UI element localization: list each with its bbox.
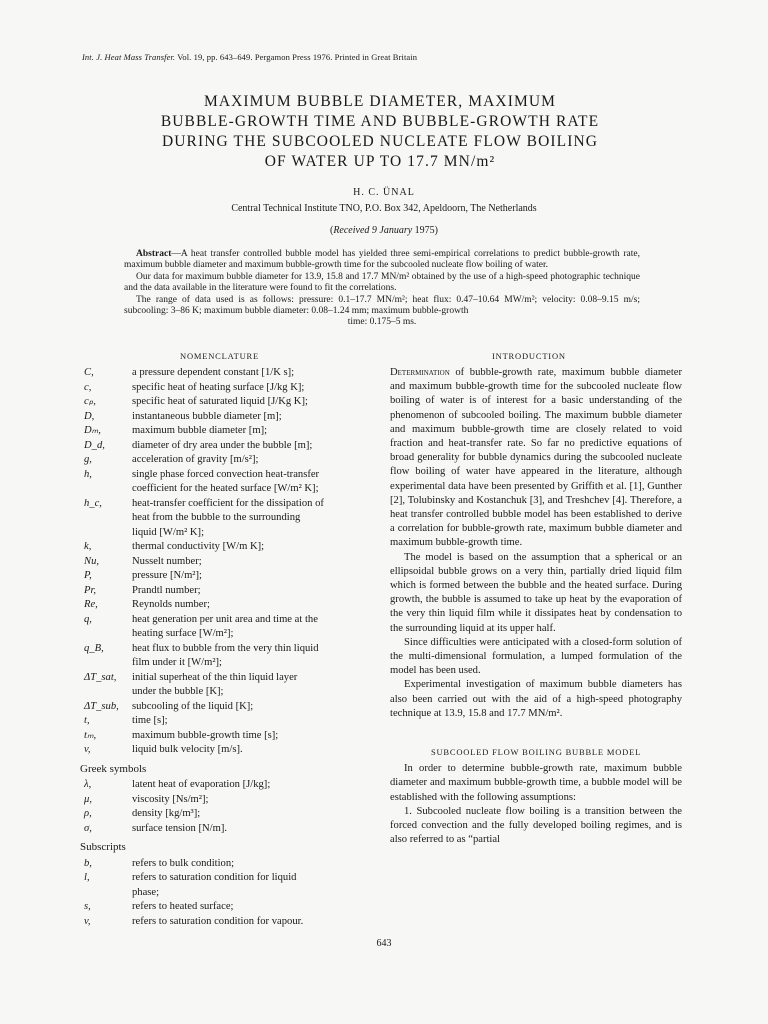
- definition: [132, 700, 384, 715]
- definition: [132, 598, 384, 613]
- nomenclature-row: [84, 700, 384, 715]
- greek-symbols-heading: Greek symbols: [80, 762, 147, 775]
- symbol: ΔT_sub,: [84, 700, 119, 712]
- nomenclature-row: [84, 468, 384, 497]
- right-column: [390, 366, 682, 848]
- symbol: tₘ,: [84, 729, 97, 741]
- abstract: [124, 249, 640, 329]
- definition-continuation: heating surface [W/m²];: [132, 628, 234, 639]
- title-line-2: BUBBLE-GROWTH TIME AND BUBBLE-GROWTH RATE: [160, 113, 600, 130]
- definition-text: thermal conductivity [W/m K];: [132, 541, 265, 552]
- nomenclature-row: [84, 439, 384, 454]
- title-line-3: DURING THE SUBCOOLED NUCLEATE FLOW BOILING: [161, 133, 599, 150]
- definition-continuation: liquid [W/m² K];: [132, 526, 205, 538]
- definition-continuation: phase;: [132, 886, 160, 898]
- symbol: σ,: [84, 822, 92, 834]
- definition-text: instantaneous bubble diameter [m];: [132, 410, 282, 422]
- definition: [132, 807, 384, 822]
- nomenclature-row: [84, 714, 384, 729]
- definition: [132, 569, 384, 584]
- symbol: P,: [84, 570, 92, 581]
- definition-continuation: film under it [W/m²];: [132, 657, 222, 668]
- nomenclature-row: [84, 584, 384, 599]
- symbol: Pr,: [84, 584, 97, 596]
- definition-text: single phase forced convection heat-transfer: [132, 468, 320, 480]
- nomenclature-row: [84, 900, 384, 915]
- symbol: ρ,: [84, 808, 92, 819]
- symbol: λ,: [84, 779, 92, 790]
- nomenclature-list: [80, 366, 384, 929]
- symbol: C,: [84, 367, 94, 378]
- received-text: Received 9 January: [333, 225, 413, 236]
- symbol: t,: [84, 715, 90, 726]
- nomenclature-row: [84, 857, 384, 872]
- definition: [132, 642, 384, 671]
- definition: [132, 822, 384, 837]
- definition: [132, 743, 384, 758]
- definition-text: time [s];: [132, 715, 168, 726]
- definition-continuation: coefficient for the heated surface [W/m² K];: [132, 483, 319, 494]
- definition-continuation: under the bubble [K];: [132, 686, 224, 697]
- symbol: v,: [84, 915, 91, 927]
- model-p1: In order to determine bubble-growth rate, maximum bubble diameter and maximum bubble-growth time, a bubble model will be established with the following assumptions:: [390, 763, 682, 803]
- title-line-4: OF WATER UP TO 17.7 MN/m²: [264, 153, 496, 170]
- nomenclature-row: [84, 395, 384, 410]
- definition: [132, 395, 384, 410]
- definition-text: liquid bulk velocity [m/s].: [132, 744, 243, 755]
- definition-text: heat generation per unit area and time at the: [132, 613, 318, 625]
- received-year: 1975): [412, 225, 439, 236]
- definition: [132, 900, 384, 915]
- definition: [132, 468, 384, 497]
- definition-text: Nusselt number;: [132, 555, 202, 567]
- symbol: s,: [84, 901, 91, 912]
- author-name: H. C. ÜNAL: [353, 187, 415, 198]
- symbol: v,: [84, 744, 91, 755]
- nomenclature-row: [84, 453, 384, 468]
- author-affiliation: Central Technical Institute TNO, P.O. Box 342, Apeldoorn, The Netherlands: [231, 203, 537, 214]
- definition: [132, 424, 384, 439]
- intro-lead: Determination: [390, 367, 450, 378]
- definition: [132, 584, 384, 599]
- definition: [132, 439, 384, 454]
- abstract-p2: Our data for maximum bubble diameter for 13.9, 15.8 and 17.7 MN/m² obtained by the use of a high-speed photographic technique and the data available in the literature were found to fit the correlations.: [124, 271, 640, 294]
- definition: [132, 671, 384, 700]
- symbol: Re,: [84, 599, 98, 610]
- definition-text: maximum bubble diameter [m];: [132, 425, 268, 436]
- abstract-p1-text: —A heat transfer controlled bubble model has yielded three semi-empirical correlations to predict bubble-growth rate, maximum bubble diameter and maximum bubble-growth time for the subcooled nucleate flow boiling of water.: [124, 249, 640, 271]
- journal-citation: [82, 52, 417, 62]
- definition: [132, 729, 384, 744]
- nomenclature-row: [84, 555, 384, 570]
- definition-text: acceleration of gravity [m/s²];: [132, 454, 259, 465]
- intro-p2: The model is based on the assumption that a spherical or an ellipsoidal bubble grows on a very thin, partially dried liquid film which is formed between the bubble and the heated surface. During growth, the bubble is assumed to take up heat by the evaporation of the very thin liquid film while it dissipates heat by condensation to the surrounding liquid at its upper half.: [390, 551, 682, 634]
- symbol: k,: [84, 541, 92, 552]
- subscripts-heading: Subscripts: [80, 841, 126, 853]
- definition: [132, 366, 384, 381]
- nomenclature-row: [84, 778, 384, 793]
- definition-text: maximum bubble-growth time [s];: [132, 729, 279, 741]
- nomenclature-row: [84, 793, 384, 808]
- definition-text: subcooling of the liquid [K];: [132, 700, 254, 712]
- definition-text: refers to bulk condition;: [132, 857, 235, 869]
- nomenclature-row: [84, 642, 384, 671]
- symbol: b,: [84, 857, 92, 869]
- intro-p1: [390, 366, 682, 551]
- definition: [132, 540, 384, 555]
- title-line-1: MAXIMUM BUBBLE DIAMETER, MAXIMUM: [203, 93, 557, 110]
- symbol: ΔT_sat,: [84, 671, 117, 683]
- definition: [132, 555, 384, 570]
- symbol: h,: [84, 468, 92, 480]
- symbol: l,: [84, 872, 90, 883]
- nomenclature-row: [84, 807, 384, 822]
- definition-text: pressure [N/m²];: [132, 570, 202, 581]
- symbol: g,: [84, 454, 92, 465]
- definition: [132, 613, 384, 642]
- nomenclature-row: [84, 381, 384, 396]
- definition: [132, 497, 384, 541]
- symbol: Dₘ,: [84, 425, 101, 436]
- definition: [132, 857, 384, 872]
- symbol: c,: [84, 381, 92, 393]
- definition-text: specific heat of saturated liquid [J/Kg K];: [132, 396, 308, 407]
- journal-name: Int. J. Heat Mass Transfer.: [82, 52, 176, 62]
- intro-p4: Experimental investigation of maximum bubble diameters has also been carried out with the aid of a high-speed photography technique at 13.9, 15.8 and 17.7 MN/m².: [390, 679, 682, 719]
- nomenclature-row: [84, 497, 384, 541]
- nomenclature-row: [84, 671, 384, 700]
- symbol: q,: [84, 613, 92, 625]
- definition-text: Reynolds number;: [132, 599, 210, 610]
- nomenclature-row: [84, 729, 384, 744]
- model-p2: 1. Subcooled nucleate flow boiling is a transition between the forced convection and the fully developed boiling regimes, and is also referred to as “partial: [390, 805, 682, 846]
- nomenclature-row: [84, 822, 384, 837]
- nomenclature-row: [84, 424, 384, 439]
- abstract-label: Abstract: [136, 249, 172, 259]
- definition-text: viscosity [Ns/m²];: [132, 793, 209, 805]
- definition: [132, 915, 384, 930]
- introduction-heading: INTRODUCTION: [492, 351, 566, 361]
- definition: [132, 778, 384, 793]
- definition-text: refers to saturation condition for liquid: [132, 872, 297, 883]
- definition: [132, 871, 384, 900]
- definition-text: heat flux to bubble from the very thin liquid: [132, 642, 319, 654]
- abstract-p3: The range of data used is as follows: pressure: 0.1–17.7 MN/m²; heat flux: 0.47–10.64 MW/m²; velocity: 0.08–9.15 m/s; subcooling: 3–86 K; maximum bubble diameter: 0.08–1.24 mm; maximum bubble-growth: [124, 294, 640, 317]
- received-date: [0, 225, 768, 236]
- nomenclature-row: [84, 598, 384, 613]
- nomenclature-row: [84, 410, 384, 425]
- definition-continuation: heat from the bubble to the surrounding: [132, 512, 301, 523]
- definition-text: latent heat of evaporation [J/kg];: [132, 779, 271, 790]
- definition-text: refers to heated surface;: [132, 901, 234, 912]
- definition: [132, 793, 384, 808]
- nomenclature-row: [84, 915, 384, 930]
- abstract-p3-last: time: 0.175–5 ms.: [347, 317, 417, 328]
- definition: [132, 381, 384, 396]
- page-number: 643: [376, 938, 392, 949]
- definition-text: specific heat of heating surface [J/kg K];: [132, 381, 305, 393]
- definition-text: heat-transfer coefficient for the dissipation of: [132, 497, 324, 509]
- symbol: h_c,: [84, 497, 102, 509]
- nomenclature-row: [84, 871, 384, 900]
- nomenclature-row: [84, 613, 384, 642]
- nomenclature-row: [84, 743, 384, 758]
- nomenclature-row: [84, 366, 384, 381]
- definition-text: initial superheat of the thin liquid layer: [132, 671, 298, 683]
- nomenclature-row: [84, 569, 384, 584]
- paper-title: [100, 92, 660, 172]
- symbol: μ,: [84, 793, 92, 805]
- nomenclature-row: [84, 540, 384, 555]
- model-section-heading: SUBCOOLED FLOW BOILING BUBBLE MODEL: [430, 747, 642, 758]
- symbol: Nu,: [84, 555, 100, 567]
- definition-text: surface tension [N/m].: [132, 822, 228, 834]
- definition-text: refers to saturation condition for vapour.: [132, 915, 304, 927]
- journal-volume-info: Vol. 19, pp. 643–649. Pergamon Press 1976. Printed in Great Britain: [177, 52, 418, 62]
- symbol: cₚ,: [84, 396, 96, 407]
- definition: [132, 410, 384, 425]
- definition: [132, 714, 384, 729]
- symbol: q_B,: [84, 642, 104, 654]
- received-open: (: [329, 225, 334, 236]
- definition: [132, 453, 384, 468]
- definition-text: diameter of dry area under the bubble [m];: [132, 439, 313, 451]
- intro-p3: Since difficulties were anticipated with a closed-form solution of the multi-dimensional formulation, a lumped formulation of the model has been used.: [390, 636, 682, 677]
- symbol: D_d,: [84, 439, 105, 451]
- nomenclature-heading: NOMENCLATURE: [180, 351, 260, 361]
- abstract-p1: [124, 249, 640, 272]
- definition-text: density [kg/m³];: [132, 808, 201, 819]
- symbol: D,: [84, 410, 95, 422]
- intro-p1-text: of bubble-growth rate, maximum bubble diameter and maximum bubble-growth time for the subcooled nucleate flow boiling of water is of interest for a basic understanding of the phenomenon of subcooled boiling. The maximum bubble diameter and maximum bubble-growth time are closely related to void fraction and heat-transfer rate. So far no predictive equations of broad generality for bubble dynamics during the subcooled nucleate flow boiling of water have appeared in the literature, although experimental data have been presented by Griffith et al. [1], Gunther [2], Tolubinsky and Kostanchuk [3], and Treshchev [4]. Therefore, a heat transfer controlled bubble model has been established to derive a correlation for bubble-growth rate, maximum bubble diameter and maximum bubble-growth time.: [390, 367, 682, 549]
- definition-text: a pressure dependent constant [1/K s];: [132, 367, 295, 378]
- definition-text: Prandtl number;: [132, 584, 201, 596]
